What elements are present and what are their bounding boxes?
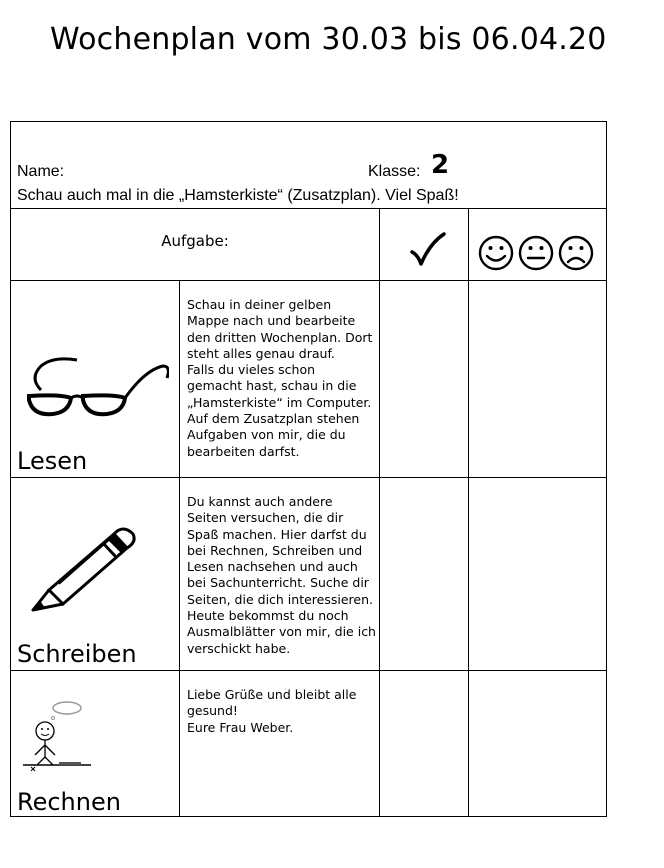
table-divider bbox=[179, 280, 180, 816]
table-divider bbox=[11, 208, 606, 209]
task-text-schreiben: Du kannst auch andere Seiten versuchen, die dir Spaß machen. Hier darfst du bei Rechnen, Schreiben und Lesen nachsehen und auch bei Sachunterricht. Suche dir Seiten, die dich interessieren. Heute bekommst du noch Ausmalblätter von mir, die ich verschickt habe. bbox=[187, 494, 376, 656]
rating-faces bbox=[477, 233, 595, 273]
task-text-lesen: Schau in deiner gelben Mappe nach und bearbeite den dritten Wochenplan. Dort steht alles genau drauf. Falls du vieles schon gemacht hast, schau in die „Hamsterkiste“ im Computer. Auf dem Zusatzplan stehen Aufgaben von mir, die du bearbeiten darfst. bbox=[187, 297, 373, 459]
table-divider bbox=[11, 477, 606, 478]
thinking-child-icon bbox=[15, 699, 95, 779]
name-label: Name: bbox=[17, 163, 65, 180]
class-value: 2 bbox=[431, 150, 450, 180]
hamsterkiste-hint: Schau auch mal in die „Hamsterkiste“ (Zusatzplan). Viel Spaß! bbox=[17, 187, 459, 204]
sad-face-icon bbox=[560, 237, 592, 269]
subject-label-schreiben: Schreiben bbox=[17, 640, 137, 668]
glasses-icon bbox=[19, 352, 169, 422]
table-divider bbox=[11, 670, 606, 671]
neutral-face-icon bbox=[520, 237, 552, 269]
subject-label-lesen: Lesen bbox=[17, 447, 88, 475]
table-divider bbox=[11, 280, 606, 281]
page-title: Wochenplan vom 30.03 bis 06.04.20 bbox=[50, 22, 607, 57]
check-icon bbox=[408, 230, 448, 270]
happy-face-icon bbox=[480, 237, 512, 269]
subject-label-rechnen: Rechnen bbox=[17, 788, 121, 816]
task-column-header: Aufgabe: bbox=[161, 232, 229, 250]
pencil-icon bbox=[19, 520, 139, 615]
task-text-rechnen: Liebe Grüße und bleibt alle gesund! Eure Frau Weber. bbox=[187, 687, 357, 735]
table-divider bbox=[468, 208, 469, 816]
weekly-plan-table bbox=[10, 121, 607, 817]
class-label: Klasse: bbox=[368, 163, 421, 180]
